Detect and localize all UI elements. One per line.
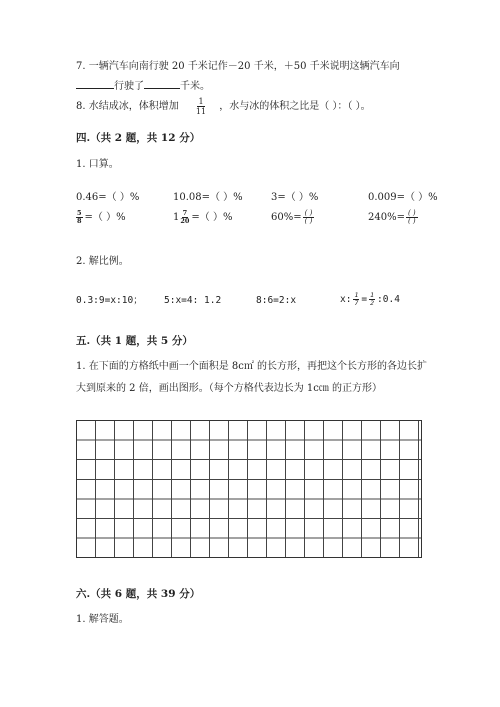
section5-q1-line2: 大到原来的 2 倍，画出图形。（每个方格代表边长为 1c㎝ 的正方形） — [76, 383, 383, 394]
q8-post-text: ，水与冰的体积之比是（ ）：（ ）。 — [219, 101, 371, 112]
mental-calc-5 — [76, 210, 126, 225]
prop4-num2: 1 — [370, 291, 375, 299]
q8-pre-text: 8. 水结成冰，体积增加 — [76, 101, 179, 112]
q7-line1: 7. 一辆汽车向南行驶 20 千米记作－20 千米，＋50 千米说明这辆汽车向 — [76, 61, 400, 72]
calc7-fraction — [303, 210, 315, 225]
mental-calc-7 — [271, 210, 314, 225]
calc6-post: =（ ）% — [191, 212, 233, 223]
calc8-num: ( ) — [407, 209, 416, 217]
prop4-fraction-2 — [369, 292, 375, 307]
section4-heading: 四.（共 2 题，共 12 分） — [76, 132, 201, 144]
proportion-4 — [340, 291, 400, 309]
q7-blank-distance[interactable] — [144, 78, 180, 89]
q8-frac-den: 11 — [195, 107, 207, 116]
mental-calc-4: 0.009=（ ）% — [368, 192, 438, 203]
q7-blank-direction[interactable] — [76, 78, 114, 89]
prop4-den1: 7 — [354, 299, 359, 307]
q8-frac-num: 1 — [198, 97, 204, 106]
calc6-whole: 1 — [173, 212, 180, 223]
section5-heading: 五.（共 1 题，共 5 分） — [76, 335, 193, 347]
mental-calc-3: 3=（ ）% — [271, 192, 319, 203]
section4-q2-label: 2. 解比例。 — [76, 256, 129, 267]
calc8-den: ( ) — [407, 217, 416, 225]
mental-calc-1: 0.46=（ ）% — [76, 192, 140, 203]
calc6-num: 7 — [182, 209, 188, 217]
q7-line2 — [76, 78, 210, 93]
prop4-mid: = — [361, 294, 368, 305]
prop4-num1: 1 — [354, 291, 359, 299]
calc7-num: ( ) — [304, 209, 313, 217]
graph-paper-grid[interactable] — [76, 420, 422, 558]
prop4-post: :0.4 — [377, 294, 400, 305]
q7-mid-text: 行驶了 — [114, 81, 144, 92]
proportion-3: 8:6=2:x — [256, 295, 297, 306]
prop4-fraction-1 — [353, 292, 359, 307]
section6-q1-label: 1. 解答题。 — [76, 614, 129, 625]
proportion-2: 5:x=4: 1.2 — [164, 295, 222, 306]
section4-q1-label: 1. 口算。 — [76, 159, 119, 170]
prop4-pre: x: — [340, 294, 352, 305]
calc8-pre: 240%= — [368, 212, 405, 223]
mental-calc-6 — [173, 210, 232, 225]
prop4-den2: 2 — [370, 299, 375, 307]
q8-line — [76, 97, 371, 116]
proportion-1: 0.3:9=x:10； — [76, 295, 143, 306]
calc6-fraction — [180, 210, 189, 225]
q8-fraction — [196, 97, 206, 116]
calc5-fraction — [76, 210, 83, 225]
calc5-post: =（ ）% — [84, 212, 126, 223]
calc5-den: 8 — [77, 217, 82, 225]
calc5-num: 5 — [77, 209, 82, 217]
q7-end-text: 千米。 — [180, 81, 210, 92]
calc8-fraction — [406, 210, 418, 225]
calc6-den: 20 — [180, 217, 190, 225]
calc7-pre: 60%= — [271, 212, 302, 223]
calc7-den: ( ) — [304, 217, 313, 225]
section5-q1-line1: 1. 在下面的方格纸中画一个面积是 8c㎡ 的长方形，再把这个长方形的各边长扩 — [76, 361, 428, 372]
mental-calc-2: 10.08=（ ）% — [173, 192, 243, 203]
mental-calc-8 — [368, 210, 418, 225]
section6-heading: 六.（共 6 题，共 39 分） — [76, 588, 201, 600]
